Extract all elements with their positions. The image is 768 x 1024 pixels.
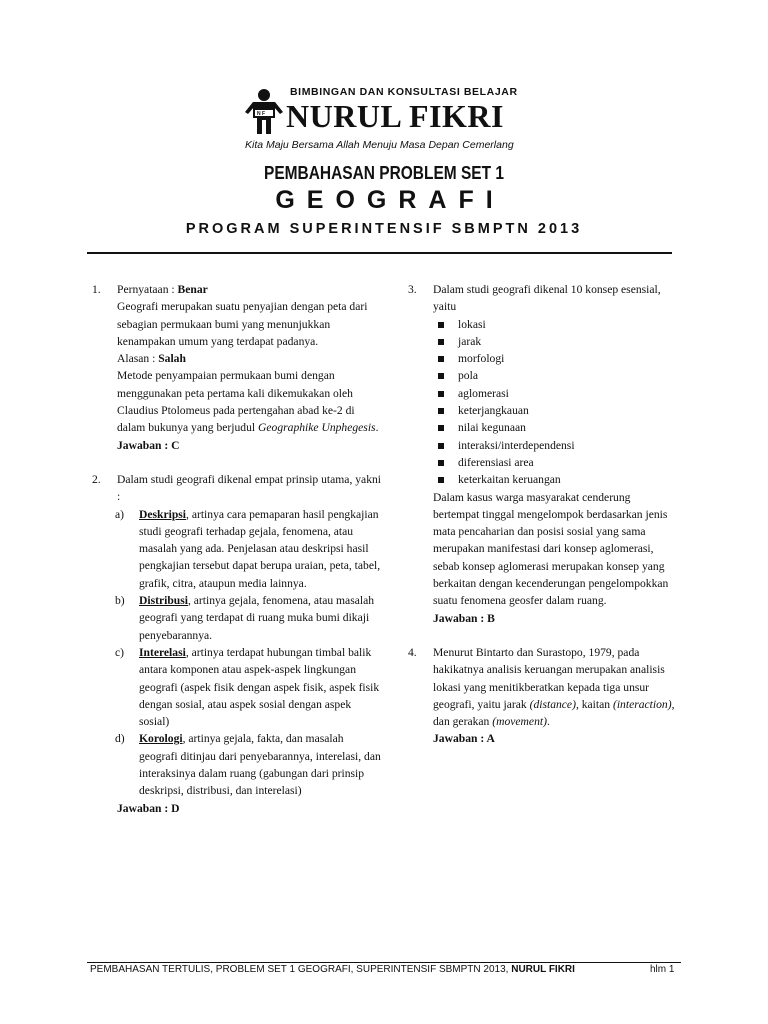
question-1 [92,281,382,454]
term-movement: (movement) [492,715,547,729]
list-item: morfologi [433,350,678,367]
term-interaction: (interaction) [612,697,672,711]
question-4 [408,644,678,748]
principle-term: Deskripsi [139,507,187,521]
question-intro: Dalam studi geografi dikenal empat prinsip utama, yakni : [117,472,382,504]
statement-value: Benar [177,283,208,296]
reason-value: Salah [158,352,186,366]
reason-text: Metode penyampaian permukaan bumi dengan menggunakan peta pertama kali dikemukakan oleh Claudius Ptolomeus pada pertengahan abad ke-2 di dalam bukunya yang berjudul Geographike Unphegesis. [117,369,379,435]
list-item: pola [433,367,678,384]
statement-label: Pernyataan : [117,283,178,296]
question-intro: Dalam studi geografi dikenal 10 konsep esensial, yaitu [433,283,661,314]
principle-term: Distribusi [139,594,188,608]
program-title: PROGRAM SUPERINTENSIF SBMPTN 2013 [185,221,583,237]
footer-divider [87,962,681,963]
answer: Jawaban : A [433,732,495,746]
list-item: d) Korologi, artinya gejala, fakta, dan masalah geografi ditinjau dari penyebarannya, interelasi, dan interaksinya dalam ruang (gabungan dari prinsip deskripsi, distribusi, dan interelasi) [115,732,381,798]
principle-term: Korologi [139,732,183,746]
question-number: 2. [92,472,101,486]
left-column [92,281,382,817]
question-text: Menurut Bintarto dan Surastopo, 1979, pada hakikatnya analisis keruangan merupakan analisis lokasi yang menitikberatkan kepada tiga unsur geografi, yaitu jarak (distance), kaitan (interaction), dan gerakan (movement). [433,645,675,729]
answer: Jawaban : D [117,801,180,815]
list-item: lokasi [433,316,678,333]
statement-text: Geografi merupakan suatu penyajian dengan peta dari sebagian permukaan bumi yang menunjukkan kenampakan umum yang terdapat padanya. [117,300,368,348]
question-3 [408,281,678,627]
term-distance: (distance) [529,697,576,711]
list-item: aglomerasi [433,385,678,402]
right-column [408,281,678,748]
institution-tagline: Kita Maju Bersama Allah Menuju Masa Depan Cemerlang [245,139,514,151]
institution-name: NURUL FIKRI [286,98,504,134]
list-item: keterkaitan keruangan [433,471,678,488]
book-title: Geographike Unphegesis [258,421,376,435]
list-item: c) Interelasi, artinya terdapat hubungan timbal balik antara komponen atau aspek-aspek lingkungan geografi (aspek fisik dengan aspek fisik, aspek fisik dengan sosial, atau aspek sosial dengan aspek sosial) [115,645,380,729]
footer-text: PEMBAHASAN TERTULIS, PROBLEM SET 1 GEOGRAFI, SUPERINTENSIF SBMPTN 2013, NURUL FIKRI [90,964,575,975]
institution-subtitle: BIMBINGAN DAN KONSULTASI BELAJAR [290,86,518,98]
subject-title: GEOGRAFI [275,186,505,214]
page-number: hlm 1 [650,964,675,975]
list-item: nilai kegunaan [433,419,678,436]
list-item: interaksi/interdependensi [433,437,678,454]
answer: Jawaban : B [433,611,495,625]
reason-label: Alasan : [117,352,159,366]
svg-text:N F: N F [257,111,266,117]
question-2 [92,471,382,817]
explanation-text: Dalam kasus warga masyarakat cenderung bertempat tinggal mengelompok berdasarkan jenis mata pencaharian dan posisi sosial yang sama merupakan manifestasi dari konsep aglomerasi, sebab konsep aglomerasi merupakan konsep yang berkaitan dengan kecenderungan pengelompokkan suatu fenomena geosfer dalam ruang. [433,490,669,608]
list-item: diferensiasi area [433,454,678,471]
answer: Jawaban : C [117,438,180,452]
principle-term: Interelasi [139,645,186,659]
document-title: PEMBAHASAN PROBLEM SET 1 [264,163,504,183]
question-number: 1. [92,283,101,296]
footer-brand: NURUL FIKRI [511,964,575,975]
question-number: 4. [408,645,417,659]
list-item: jarak [433,333,678,350]
logo-icon [243,88,285,136]
list-item: a) Deskripsi, artinya cara pemaparan hasil pengkajian studi geografi terhadap gejala, fenomena, atau masalah yang ada. Penjelasan atau deskripsi hasil pengkajian tersebut dapat berupa uraian, peta, tabel, grafik, citra, ataupun media lainnya. [115,507,381,590]
header-divider [87,252,672,254]
question-number: 3. [408,283,417,296]
list-item: b) Distribusi, artinya gejala, fenomena, atau masalah geografi yang terdapat di ruang muka bumi dikaji penyebarannya. [115,594,375,642]
list-item: keterjangkauan [433,402,678,419]
